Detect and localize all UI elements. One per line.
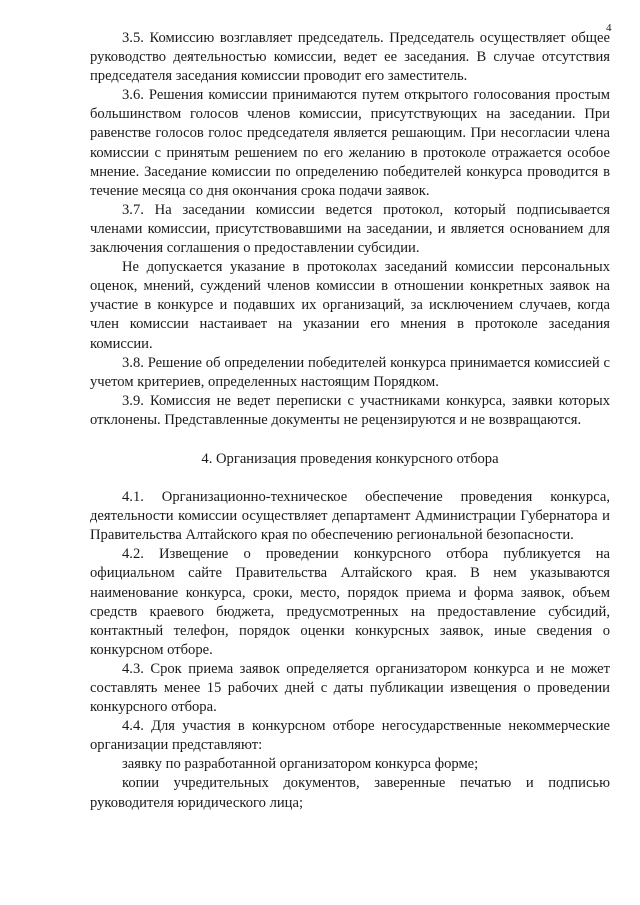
- paragraph-3-7: 3.7. На заседании комиссии ведется протокол, который подписывается членами комиссии, присутствовавшими на заседании, и является основанием для заключения соглашения о предоставлении субсидии.: [90, 201, 610, 257]
- paragraph-4-4: 4.4. Для участия в конкурсном отборе негосударственные некоммерческие организации представляют:: [90, 718, 610, 754]
- document-body: [90, 29, 610, 813]
- paragraph-4-2: 4.2. Извещение о проведении конкурсного отбора публикуется на официальном сайте Правительства Алтайского края. В нем указываются наименование конкурса, сроки, место, порядок приема и форма заявок, объем средств краевого бюджета, предусмотренных на предоставление субсидий, контактный телефон, порядок оценки конкурсных заявок, иные сведения о конкурсном отборе.: [90, 546, 610, 658]
- page-number: 4: [606, 22, 612, 34]
- list-item-application-form: заявку по разработанной организатором конкурса форме;: [122, 756, 479, 773]
- paragraph-3-5: 3.5. Комиссию возглавляет председатель. Председатель осуществляет общее руководство деятельностью комиссии, ведет ее заседания. В случае отсутствия председателя заседания комиссии проводит его заместитель.: [90, 30, 610, 85]
- section-heading: 4. Организация проведения конкурсного отбора: [201, 450, 499, 467]
- paragraph-4-3: 4.3. Срок приема заявок определяется организатором конкурса и не может составлять менее 15 рабочих дней с даты публикации извещения о проведении конкурсного отбора.: [90, 660, 610, 716]
- paragraph-4-1: 4.1. Организационно-техническое обеспечение проведения конкурса, деятельности комиссии осуществляет департамент Администрации Губернатора и Правительства Алтайского края по обеспечению региональной безопасности.: [90, 489, 610, 544]
- list-item-founding-documents: копии учредительных документов, заверенные печатью и подписью руководителя юридического лица;: [90, 775, 610, 811]
- paragraph-3-9: 3.9. Комиссия не ведет переписки с участниками конкурса, заявки которых отклонены. Представленные документы не рецензируются и не возвращаются.: [90, 392, 610, 428]
- paragraph-3-8: 3.8. Решение об определении победителей конкурса принимается комиссией с учетом критериев, определенных настоящим Порядком.: [90, 354, 610, 390]
- paragraph-3-6: 3.6. Решения комиссии принимаются путем открытого голосования простым большинством голосов членов комиссии, присутствующих на заседании. При равенстве голосов голос председателя является решающим. При несогласии члена комиссии с принятым решением по его желанию в протоколе отражается особое мнение. Заседание комиссии по определению победителей конкурса проводится в течение месяца со дня окончания срока подачи заявок.: [90, 87, 610, 199]
- paragraph-3-7-note: Не допускается указание в протоколах заседаний комиссии персональных оценок, мнений, суждений членов комиссии в отношении конкретных заявок на участие в конкурсе и подавших их организаций, за исключением случаев, когда член комиссии настаивает на указании его мнения в протоколе заседания комиссии.: [90, 259, 610, 352]
